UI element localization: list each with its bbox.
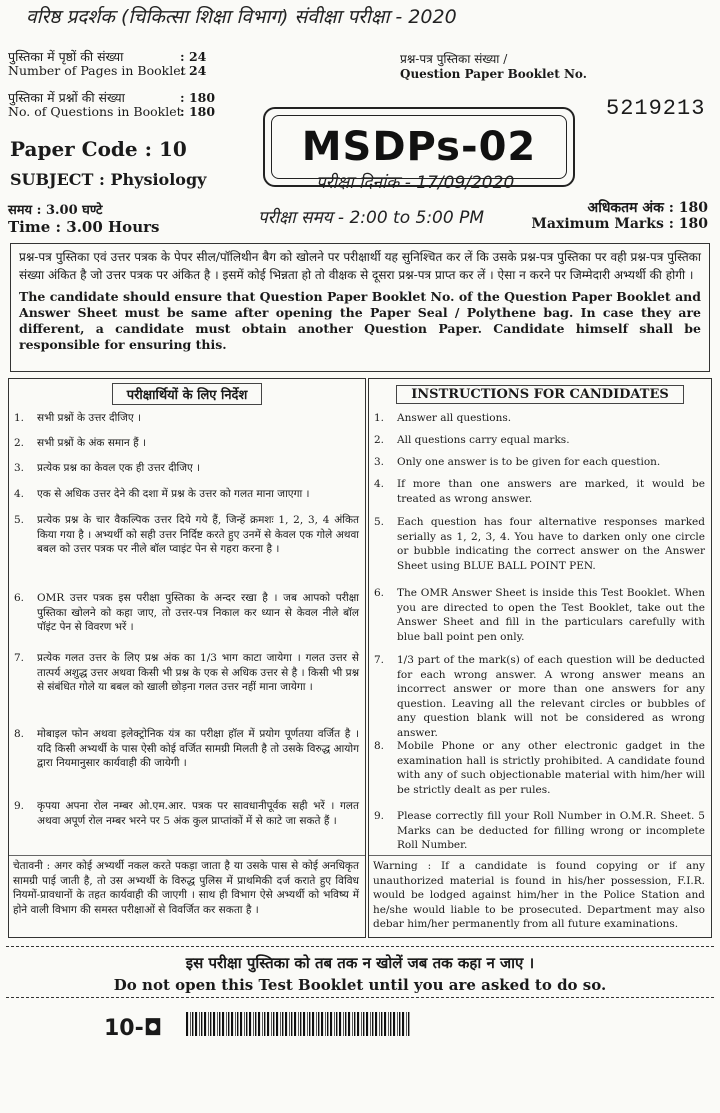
hi-instruction-7: 7. प्रत्येक गलत उत्तर के लिए प्रश्न अंक का 1/3 भाग काटा जायेगा । गलत उत्तर से तात्पर्य अशुद्ध उत्तर अथवा किसी भी प्रश्न के एक से अधिक उत्तर से है । किसी भी प्रश्न से संबंधित गोले या बबल को खाली छोड़ना गलत उत्तर नहीं माना जायेगा । [14, 652, 359, 693]
en-instruction-2: 2. All questions carry equal marks. [374, 434, 570, 446]
en-instruction-text: Mobile Phone or any other electronic gadget in the examination hall is strictly prohibited. A candidate found with any of such objectionable material with him/her will be strictly dealt as per rules. [397, 740, 705, 796]
maximum-marks-en: Maximum Marks : 180 [531, 216, 708, 232]
hi-instruction-text: OMR उत्तर पत्रक इस परीक्षा पुस्तिका के अन्दर रखा है । जब आपको परीक्षा पुस्तिका खोलने को कहा जाए, तो उत्तर-पत्र निकाल कर ध्यान से केवल नीले बॉल पॉइंट पेन से विवरण भरें । [37, 592, 359, 633]
pages-label-hi: पुस्तिका में पृष्ठों की संख्या [8, 49, 124, 64]
en-instruction-text: Only one answer is to be given for each question. [397, 456, 661, 468]
en-instruction-text: The OMR Answer Sheet is inside this Test Booklet. When you are directed to open the Test Booklet, take out the Answer Sheet and fill in the particulars carefully with blue ball point pen only. [397, 587, 705, 643]
en-instruction-6: 6. The OMR Answer Sheet is inside this Test Booklet. When you are directed to open the Test Booklet, take out the Answer Sheet and fill in the particulars carefully with blue ball point pen only. [374, 587, 705, 643]
questions-label-en: No. of Questions in Booklet [8, 104, 182, 119]
questions-value: : 180 [180, 90, 216, 105]
banner-hi: इस परीक्षा पुस्तिका को तब तक न खोलें जब तक कहा न जाए । [185, 954, 535, 972]
en-instruction-5: 5. Each question has four alternative responses marked serially as 1, 2, 3, 4. You have to darken only one circle or bubble indicating the correct answer on the Answer Sheet using BLUE BALL POINT PEN. [374, 516, 705, 572]
code-box-text: MSDPs-02 [301, 124, 537, 170]
hi-instruction-text: सभी प्रश्नों के उत्तर दीजिए । [37, 412, 141, 424]
en-instruction-text: Answer all questions. [397, 412, 512, 424]
hi-instruction-text: प्रत्येक प्रश्न के चार वैकल्पिक उत्तर दिये गये हैं, जिन्हें क्रमशः 1, 2, 3, 4 अंकित किया गया है । अभ्यर्थी को सही उत्तर निर्दिष्ट करते हुए उनमें से केवल एक गोले अथवा बबल को उत्तर पत्रक पर नीले बॉल प्वाइंट पेन से गहरा करना है । [37, 514, 359, 555]
hi-instruction-text: एक से अधिक उत्तर देने की दशा में प्रश्न के उत्तर को गलत माना जाएगा । [37, 488, 310, 500]
pages-label-en: Number of Pages in Booklet [8, 63, 186, 78]
question-booklet-label-en: Question Paper Booklet No. [400, 67, 587, 81]
en-instruction-text: Each question has four alternative responses marked serially as 1, 2, 3, 4. You have to darken only one circle or bubble indicating the correct answer on the Answer Sheet using BLUE BALL POINT PEN. [397, 516, 705, 572]
banner-en: Do not open this Test Booklet until you are asked to do so. [113, 976, 607, 994]
en-instruction-9: 9. Please correctly fill your Roll Number in O.M.R. Sheet. 5 Marks can be deducted for filling wrong or incomplete Roll Number. [374, 810, 705, 851]
booklet-info [8, 50, 248, 132]
questions-value-en: : 180 [180, 104, 216, 119]
hi-instruction-2: 2. सभी प्रश्नों के अंक समान हैं । [14, 437, 146, 449]
en-instruction-1: 1. Answer all questions. [374, 412, 512, 424]
barcode-image [186, 1012, 412, 1036]
questions-label-hi: पुस्तिका में प्रश्नों की संख्या [8, 90, 125, 105]
hi-instruction-4: 4. एक से अधिक उत्तर देने की दशा में प्रश्न के उत्तर को गलत माना जाएगा । [14, 488, 310, 500]
question-booklet-label [400, 52, 587, 82]
question-booklet-number: 5219213 [606, 96, 706, 121]
bottom-banner [6, 946, 714, 998]
notice-en: The candidate should ensure that Question Paper Booklet No. of the Question Paper Booklet and Answer Sheet must be same after opening the Paper Seal / Polythene bag. In case they are different, a candidate must obtain another Question Paper. Candidate himself shall be responsible for ensuring this. [19, 289, 701, 352]
instructions-hindi-heading [9, 379, 365, 409]
handwritten-top-note: वरिष्ठ प्रदर्शक (चिकित्सा शिक्षा विभाग) संवीक्षा परीक्षा - 2020 [26, 6, 457, 28]
en-instruction-4: 4. If more than one answers are marked, it would be treated as wrong answer. [374, 478, 705, 505]
paper-code: Paper Code : 10 [10, 137, 187, 161]
en-instruction-8: 8. Mobile Phone or any other electronic gadget in the examination hall is strictly prohibited. A candidate found with any of such objectionable material with him/her will be strictly dealt as per rules. [374, 740, 705, 796]
hi-instruction-6: 6. OMR उत्तर पत्रक इस परीक्षा पुस्तिका के अन्दर रखा है । जब आपको परीक्षा पुस्तिका खोलने को कहा जाए, तो उत्तर-पत्र निकाल कर ध्यान से केवल नीले बॉल पॉइंट पेन से विवरण भरें । [14, 592, 359, 633]
question-booklet-label-hi: प्रश्न-पत्र पुस्तिका संख्या / [400, 52, 508, 66]
en-instruction-7: 7. 1/3 part of the mark(s) of each question will be deducted for each wrong answer. A wrong answer means an incorrect answer or more than one answers for any question. Leaving all the relevant circles or bubbles of any question blank will not be considered as wrong answer. [374, 654, 705, 739]
en-instruction-text: 1/3 part of the mark(s) of each question will be deducted for each wrong answer. A wrong answer means an incorrect answer or more than one answers for any question. Leaving all the relevant circles or bubbles of any question blank will not be considered as wrong answer. [397, 654, 705, 739]
hi-warning: चेतावनी : अगर कोई अभ्यर्थी नकल करते पकड़ा जाता है या उसके पास से कोई अनधिकृत सामग्री पाई जाती है, तो उस अभ्यर्थी के विरुद्ध पुलिस में प्राथमिकी दर्ज कराते हुए विविध नियमों-प्रावधानों के तहत कार्यवाही की जाएगी । साथ ही विभाग ऐसे अभ्यर्थी को भविष्य में होने वाली विभाग की समस्त परीक्षाओं से विवर्जित कर सकता है । [13, 860, 359, 916]
hi-instruction-text: कृपया अपना रोल नम्बर ओ.एम.आर. पत्रक पर सावधानीपूर्वक सही भरें । गलत अथवा अपूर्ण रोल नम्बर भरने पर 5 अंक कुल प्राप्तांकों में से काटे जा सकते हैं । [37, 800, 359, 827]
instructions-english [368, 378, 712, 938]
hi-instruction-text: मोबाइल फोन अथवा इलेक्ट्रोनिक यंत्र का परीक्षा हॉल में प्रयोग पूर्णतया वर्जित है । यदि किसी अभ्यर्थी के पास ऐसी कोई वर्जित सामग्री मिलती है तो उसके विरुद्ध आयोग द्वारा नियमानुसार कार्यवाही की जायेगी । [37, 728, 359, 769]
hi-instruction-8: 8. मोबाइल फोन अथवा इलेक्ट्रोनिक यंत्र का परीक्षा हॉल में प्रयोग पूर्णतया वर्जित है । यदि किसी अभ्यर्थी के पास ऐसी कोई वर्जित सामग्री मिलती है तो उसके विरुद्ध आयोग द्वारा नियमानुसार कार्यवाही की जायेगी । [14, 728, 359, 769]
handwritten-exam-time: परीक्षा समय - 2:00 to 5:00 PM [258, 208, 485, 228]
en-instruction-text: All questions carry equal marks. [397, 434, 570, 446]
en-instruction-3: 3. Only one answer is to be given for each question. [374, 456, 661, 468]
hi-instruction-3: 3. प्रत्येक प्रश्न का केवल एक ही उत्तर दीजिए । [14, 462, 201, 474]
notice-hi: प्रश्न-पत्र पुस्तिका एवं उत्तर पत्रक के पेपर सील/पॉलिथीन बैग को खोलने पर परीक्षार्थी यह सुनिश्चित कर लें कि उसके प्रश्न-पत्र पुस्तिका पर वही प्रश्न-पत्र पुस्तिका संख्या अंकित है जो उत्तर पत्रक पर अंकित है । इसमें कोई भिन्नता हो तो वीक्षक से दूसरा प्रश्न-पत्र प्राप्त कर लें । ऐसा न करने पर जिम्मेदारी अभ्यर्थी की होगी । [19, 250, 701, 282]
en-instruction-text: Please correctly fill your Roll Number in O.M.R. Sheet. 5 Marks can be deducted for filling wrong or incomplete Roll Number. [397, 810, 705, 851]
handwritten-exam-date: परीक्षा दिनांक - 17/09/2020 [316, 173, 515, 193]
maximum-marks-hi: अधिकतम अंक : 180 [587, 200, 708, 216]
hi-instruction-5: 5. प्रत्येक प्रश्न के चार वैकल्पिक उत्तर दिये गये हैं, जिन्हें क्रमशः 1, 2, 3, 4 अंकित किया गया है । अभ्यर्थी को सही उत्तर निर्दिष्ट करते हुए उनमें से केवल एक गोले अथवा बबल को उत्तर पत्रक पर नीले बॉल प्वाइंट पेन से गहरा करना है । [14, 514, 359, 555]
hi-instruction-1: 1. सभी प्रश्नों के उत्तर दीजिए । [14, 412, 141, 424]
pages-value-en: : 24 [180, 63, 207, 78]
booklet-code: 10-◘ [104, 1016, 163, 1041]
duration [8, 203, 159, 235]
hi-instruction-9: 9. कृपया अपना रोल नम्बर ओ.एम.आर. पत्रक पर सावधानीपूर्वक सही भरें । गलत अथवा अपूर्ण रोल नम्बर भरने पर 5 अंक कुल प्राप्तांकों में से काटे जा सकते हैं । [14, 800, 359, 827]
hi-instruction-text: प्रत्येक प्रश्न का केवल एक ही उत्तर दीजिए । [37, 462, 201, 474]
duration-en: Time : 3.00 Hours [8, 218, 160, 236]
hi-instruction-text: सभी प्रश्नों के अंक समान हैं । [37, 437, 146, 449]
instructions-hindi [8, 378, 366, 938]
duration-hi: समय : 3.00 घण्टे [8, 203, 103, 218]
maximum-marks [531, 200, 708, 232]
en-warning: Warning : If a candidate is found copying or if any unauthorized material is found in his/her possession, F.I.R. would be lodged against him/her in the Police Station and he/she would liable to be prosecuted. Department may also debar him/her permanently from all future examinations. [373, 860, 705, 930]
hi-instruction-text: प्रत्येक गलत उत्तर के लिए प्रश्न अंक का 1/3 भाग काटा जायेगा । गलत उत्तर से तात्पर्य अशुद्ध उत्तर अथवा किसी भी प्रश्न के एक से अधिक उत्तर से है । किसी भी प्रश्न से संबंधित गोले या बबल को खाली छोड़ना गलत उत्तर नहीं माना जायेगा । [37, 652, 359, 693]
en-instruction-text: If more than one answers are marked, it would be treated as wrong answer. [397, 478, 705, 505]
instructions-english-heading [369, 379, 711, 409]
subject: SUBJECT : Physiology [10, 170, 207, 189]
pages-value: : 24 [180, 49, 207, 64]
instructions-english-heading-text: INSTRUCTIONS FOR CANDIDATES [396, 385, 684, 404]
en-divider [369, 855, 711, 856]
notice-box [10, 243, 710, 372]
hi-divider [9, 855, 365, 856]
instructions-hindi-heading-text: परीक्षार्थियों के लिए निर्देश [112, 383, 263, 405]
